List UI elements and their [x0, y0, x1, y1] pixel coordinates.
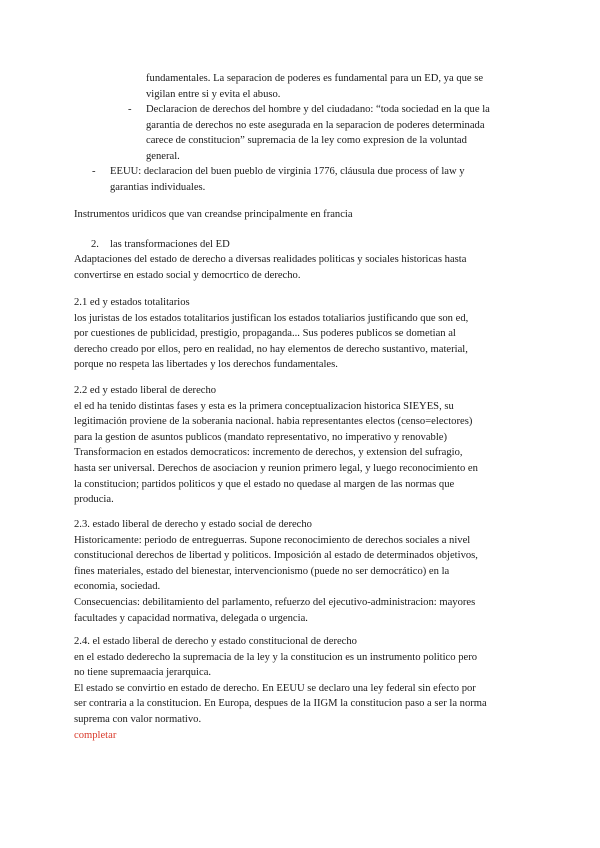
section-heading: 2.3. estado liberal de derecho y estado social de derecho	[74, 519, 312, 530]
text-line: Adaptaciones del estado de derecho a diversas realidades politicas y sociales historicas hasta	[74, 254, 467, 265]
text-line: convertirse en estado social y democrtico de derecho.	[74, 269, 301, 281]
text-line: el ed ha tenido distintas fases y esta es la primera conceptualizacion historica SIEYES, su	[74, 400, 454, 412]
text-line: fines materiales, estado del bienestar, intervencionismo (puede no ser democrático) en la	[74, 565, 450, 577]
completar-note: completar	[74, 729, 117, 741]
text-line: facultades y capacidad normativa, delegada o urgencia.	[74, 612, 308, 624]
text-line: los juristas de los estados totalitarios justifican los estados totaliarios justificando que son ed,	[74, 312, 469, 324]
text-line: garantia de derechos no este asegurada en la separacion de poderes determinada	[146, 119, 485, 131]
continuation-paragraph	[146, 71, 536, 102]
text-line: economia, sociedad.	[74, 581, 161, 593]
section-heading: las transformaciones del ED	[110, 239, 230, 250]
text-line: general.	[146, 150, 180, 162]
text-line: fundamentales. La separacion de poderes es fundamental para un ED, ya que se	[146, 73, 484, 84]
text-line: no tiene supremaacia jerarquica.	[74, 667, 212, 679]
section-2-3	[74, 517, 534, 626]
text-line: legitimación proviene de la soberania nacional. habia representantes electos (censo=electores)	[74, 416, 473, 428]
text-line: derecho creado por ellos, pero en realidad, no hay elementos de derecho sustantivo, material,	[74, 343, 468, 355]
text-line: Historicamente: periodo de entreguerras. Supone reconocimiento de derechos sociales a nivel	[74, 534, 471, 546]
text-line: Consecuencias: debilitamiento del parlamento, refuerzo del ejecutivo-administracion: mayores	[74, 596, 476, 608]
bullet-dash: -	[92, 166, 96, 177]
text-line: EEUU: declaracion del buen pueblo de virginia 1776, cláusula due process of law y	[110, 166, 465, 177]
text-line: por cuestiones de publicidad, prestigio, propaganda... Sus poderes publicos se dometian al	[74, 328, 456, 340]
text-line: constitucional derechos de libertad y politicos. Imposición al estado de determinados objetivos,	[74, 550, 478, 562]
bullet-eeuu	[110, 164, 540, 195]
text-line: hasta ser universal. Derechos de asociacion y reunion primero legal, y luego reconocimiento en	[74, 462, 478, 474]
text-line: El estado se convirtio en estado de derecho. En EEUU se declaro una ley federal sin efecto por	[74, 682, 476, 694]
bullet-declaracion	[146, 102, 536, 164]
text-line: porque no respeta las libertades y los derechos fundamentales.	[74, 359, 338, 371]
section-number: 2.	[91, 239, 99, 250]
section-2-4	[74, 634, 534, 743]
text-line: Instrumentos uridicos que van creandse principalmente en francia	[74, 209, 353, 220]
text-line: vigilan entre si y evita el abuso.	[146, 88, 281, 100]
text-line: Transformacion en estados democraticos: incremento de derechos, y extension del sufragio,	[74, 447, 463, 459]
text-line: carece de constitucion” supremacia de la ley como expresion de la voluntad	[146, 135, 467, 147]
text-line: Declaracion de derechos del hombre y del ciudadano: “toda sociedad en la que la	[146, 104, 490, 115]
text-line: ser contraria a la constitucion. En Europa, despues de la IIGM la constitucion paso a ser la norma	[74, 698, 487, 710]
text-line: suprema con valor normativo.	[74, 713, 202, 725]
section-2-1	[74, 295, 534, 373]
bullet-dash: -	[128, 104, 132, 115]
text-line: garantias individuales.	[110, 181, 206, 193]
section-2-2	[74, 383, 534, 508]
section-2-body	[74, 252, 534, 283]
text-line: la constitucion; partidos politicos y que el estado no quedase al margen de las normas que	[74, 478, 455, 490]
section-heading: 2.1 ed y estados totalitarios	[74, 297, 190, 308]
section-heading: 2.2 ed y estado liberal de derecho	[74, 385, 217, 396]
text-line: en el estado dederecho la supremacia de la ley y la constitucion es un instrumento politico pero	[74, 651, 478, 663]
text-line: producia.	[74, 494, 114, 506]
section-heading: 2.4. el estado liberal de derecho y estado constitucional de derecho	[74, 636, 357, 647]
text-line: para la gestion de asuntos publicos (mandato representativo, no imperativo y renovable)	[74, 431, 448, 443]
instrumentos-line	[74, 207, 534, 223]
